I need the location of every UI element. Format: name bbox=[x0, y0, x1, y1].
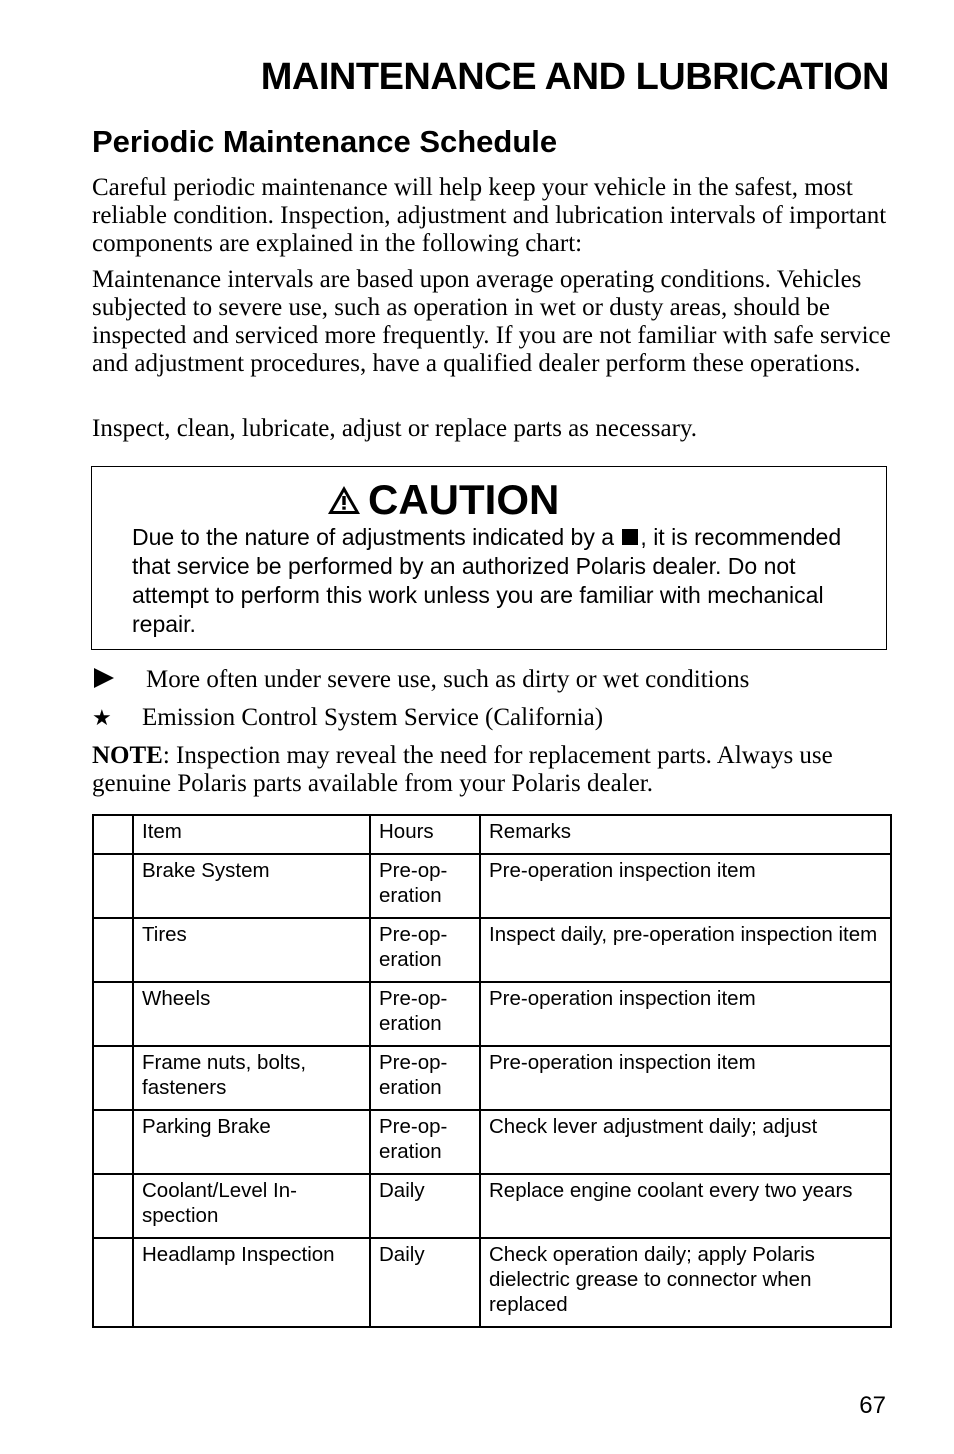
legend-severe-use bbox=[92, 666, 749, 694]
caution-box bbox=[91, 466, 887, 650]
mark-cell bbox=[93, 1046, 133, 1110]
hours-cell: Daily bbox=[370, 1238, 480, 1327]
remarks-cell: Pre-operation inspection item bbox=[480, 982, 891, 1046]
header-remarks: Remarks bbox=[480, 815, 891, 854]
remarks-cell: Check operation daily; apply Polaris dielectric grease to connector when replaced bbox=[480, 1238, 891, 1327]
note-text: : Inspection may reveal the need for replacement parts. Always use genuine Polaris parts available from your Polaris dealer. bbox=[92, 742, 833, 797]
severe-use-arrow-icon bbox=[92, 666, 146, 694]
legend-emission-text: Emission Control System Service (California) bbox=[142, 704, 604, 731]
legend-emission bbox=[92, 704, 603, 732]
remarks-cell: Pre-operation inspection item bbox=[480, 854, 891, 918]
hours-cell: Daily bbox=[370, 1174, 480, 1238]
caution-text bbox=[132, 523, 862, 639]
remarks-cell: Check lever adjustment daily; adjust bbox=[480, 1110, 891, 1174]
item-cell: Wheels bbox=[133, 982, 370, 1046]
note-label: NOTE bbox=[92, 742, 163, 769]
table-header-row bbox=[93, 815, 891, 854]
table-row bbox=[93, 1174, 891, 1238]
item-cell: Headlamp Inspection bbox=[133, 1238, 370, 1327]
header-item: Item bbox=[133, 815, 370, 854]
item-cell: Brake System bbox=[133, 854, 370, 918]
hours-cell: Pre-op- eration bbox=[370, 1110, 480, 1174]
legend-severe-use-text: More often under severe use, such as dirty or wet conditions bbox=[146, 666, 750, 693]
table-row bbox=[93, 1238, 891, 1327]
dealer-service-square-icon bbox=[622, 529, 638, 545]
hours-cell: Pre-op- eration bbox=[370, 854, 480, 918]
remarks-cell: Pre-operation inspection item bbox=[480, 1046, 891, 1110]
hours-cell: Pre-op- eration bbox=[370, 982, 480, 1046]
warning-triangle-icon bbox=[326, 484, 362, 516]
item-cell: Tires bbox=[133, 918, 370, 982]
caution-title: CAUTION bbox=[368, 476, 560, 523]
mark-cell bbox=[93, 1174, 133, 1238]
chapter-title: MAINTENANCE AND LUBRICATION bbox=[260, 56, 889, 98]
caution-text-before: Due to the nature of adjustments indicated by a bbox=[132, 524, 615, 550]
table-row bbox=[93, 854, 891, 918]
mark-cell bbox=[93, 918, 133, 982]
remarks-cell: Replace engine coolant every two years bbox=[480, 1174, 891, 1238]
item-cell: Parking Brake bbox=[133, 1110, 370, 1174]
table-row bbox=[93, 982, 891, 1046]
item-cell: Coolant/Level In- spection bbox=[133, 1174, 370, 1238]
table-row bbox=[93, 1110, 891, 1174]
item-cell: Frame nuts, bolts, fasteners bbox=[133, 1046, 370, 1110]
mark-cell bbox=[93, 1238, 133, 1327]
header-hours: Hours bbox=[370, 815, 480, 854]
mark-cell bbox=[93, 1110, 133, 1174]
mark-cell bbox=[93, 982, 133, 1046]
hours-cell: Pre-op- eration bbox=[370, 1046, 480, 1110]
intro-paragraph-1: Careful periodic maintenance will help keep your vehicle in the safest, most reliable condition. Inspection, adjustment and lubrication intervals of important components are explained in the following chart: bbox=[92, 174, 887, 257]
header-mark-cell bbox=[93, 815, 133, 854]
table-row bbox=[93, 1046, 891, 1110]
caution-header bbox=[326, 477, 559, 523]
remarks-cell: Inspect daily, pre-operation inspection item bbox=[480, 918, 891, 982]
hours-cell: Pre-op- eration bbox=[370, 918, 480, 982]
maintenance-schedule-table bbox=[92, 814, 892, 1328]
table-row bbox=[93, 918, 891, 982]
intro-paragraph-2: Maintenance intervals are based upon average operating conditions. Vehicles subjected to severe use, such as operation in wet or dusty areas, should be inspected and serviced more frequently. If you are not familiar with safe service and adjustment procedures, have a qualified dealer perform these operations. bbox=[92, 266, 891, 377]
section-title: Periodic Maintenance Schedule bbox=[92, 124, 558, 159]
page-number: 67 bbox=[859, 1392, 886, 1419]
caution-text-after: , it is recommended that service be performed by an authorized Polaris dealer. Do not attempt to perform this work unless you are familiar with mechanical repair. bbox=[132, 524, 842, 637]
intro-paragraph-3: Inspect, clean, lubricate, adjust or replace parts as necessary. bbox=[92, 415, 698, 442]
emission-star-icon: ★ bbox=[92, 705, 112, 730]
mark-cell bbox=[93, 854, 133, 918]
note-paragraph bbox=[92, 742, 892, 798]
